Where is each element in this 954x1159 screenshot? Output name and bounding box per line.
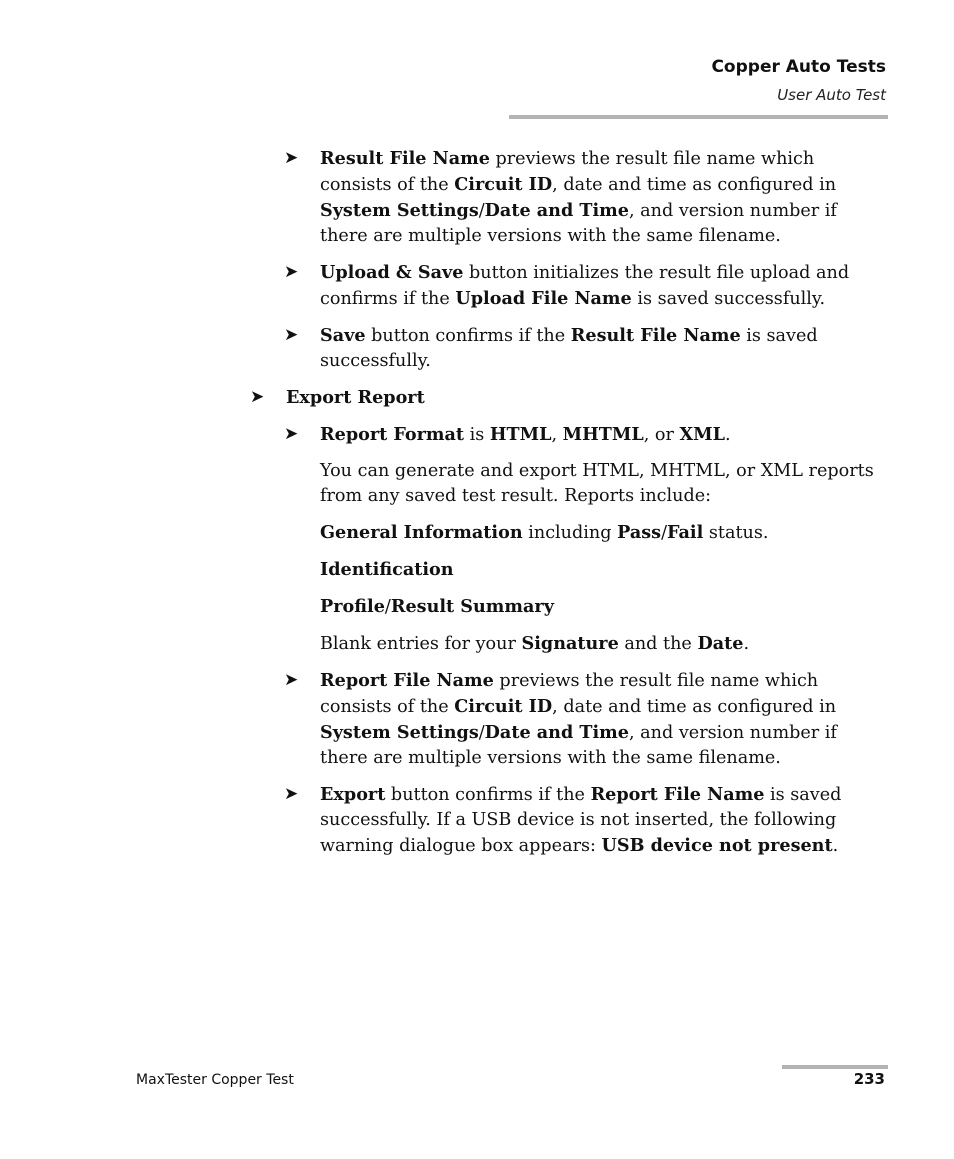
- term: General Information: [320, 522, 523, 543]
- term: Upload File Name: [455, 288, 632, 309]
- text: , date and time as configured in: [552, 175, 837, 195]
- text: button confirms if the: [385, 785, 591, 805]
- term: Upload & Save: [320, 262, 464, 283]
- term: Save: [320, 325, 366, 346]
- list-item-report-file-name: [250, 668, 890, 771]
- term: Date and Time: [484, 200, 629, 221]
- chapter-title: Copper Auto Tests: [711, 57, 886, 77]
- term: Pass: [617, 522, 662, 543]
- text: , and version number if there are multiple versions with the same filename.: [320, 201, 837, 246]
- term: Export: [320, 784, 386, 805]
- text: previews the result file name which consists of the: [320, 671, 819, 717]
- text: , and version number if there are multiple versions with the same filename.: [320, 723, 837, 768]
- text: status.: [703, 523, 769, 543]
- text: .: [832, 836, 839, 856]
- term: Result File Name: [320, 148, 490, 169]
- term: Circuit ID: [454, 696, 553, 717]
- text: , date and time as configured in: [552, 697, 837, 717]
- text: is saved successfully.: [631, 289, 826, 309]
- term: Report Format: [320, 424, 465, 445]
- text: button confirms if the: [365, 326, 571, 346]
- term: Signature: [521, 633, 619, 654]
- text: is saved successfully.: [320, 326, 818, 371]
- list-item-report-format: [250, 422, 890, 448]
- term: Circuit ID: [454, 174, 553, 195]
- text: is: [464, 425, 490, 445]
- term: Identification: [320, 559, 454, 580]
- term: Date and Time: [484, 722, 629, 743]
- page-number: 233: [853, 1070, 885, 1088]
- arrow-bullet-icon: ➤: [284, 325, 299, 345]
- text: You can generate and export HTML, MHTML, or XML reports from any saved test result. Reports include:: [320, 461, 874, 506]
- list-item-export-report: [250, 385, 890, 411]
- arrow-bullet-icon: ➤: [284, 670, 299, 690]
- term: Result File Name: [570, 325, 741, 346]
- paragraph-generate: [250, 459, 890, 509]
- paragraph-general-info: [250, 520, 890, 546]
- paragraph-profile-summary: [250, 594, 890, 620]
- text: button initializes the result file upload and confirms if the: [320, 263, 850, 309]
- text: and the: [618, 634, 698, 654]
- arrow-bullet-icon: ➤: [284, 784, 299, 804]
- arrow-bullet-icon: ➤: [284, 148, 299, 168]
- text: /: [478, 723, 485, 743]
- term: HTML: [489, 424, 552, 445]
- term: Result Summary: [390, 596, 554, 617]
- header-rule: [509, 115, 888, 119]
- text: .: [743, 634, 750, 654]
- term: Date: [697, 633, 744, 654]
- text: Blank entries for your: [320, 634, 522, 654]
- text: ,: [551, 425, 563, 445]
- arrow-bullet-icon: ➤: [250, 387, 265, 407]
- list-item-save: [250, 323, 890, 374]
- text: /: [384, 597, 391, 617]
- text: .: [724, 425, 731, 445]
- arrow-bullet-icon: ➤: [284, 424, 299, 444]
- text: previews the result file name which consists of the: [320, 149, 815, 195]
- term: System Settings: [320, 200, 479, 221]
- list-item-result-file-name: [250, 146, 890, 249]
- text: is saved successfully. If a USB device is not inserted, the following warning dialogue box appears:: [320, 785, 842, 856]
- arrow-bullet-icon: ➤: [284, 262, 299, 282]
- term: XML: [679, 424, 725, 445]
- term: Report File Name: [590, 784, 765, 805]
- paragraph-identification: [250, 557, 890, 583]
- term: System Settings: [320, 722, 479, 743]
- term: Profile: [320, 596, 385, 617]
- page-body: [250, 146, 890, 870]
- term: Fail: [667, 522, 704, 543]
- list-item-upload-save: [250, 260, 890, 312]
- text: , or: [643, 425, 680, 445]
- list-item-export: [250, 782, 890, 859]
- paragraph-blank-entries: [250, 631, 890, 657]
- term: MHTML: [562, 424, 644, 445]
- text: /: [478, 201, 485, 221]
- running-header: [711, 57, 886, 104]
- manual-title: MaxTester Copper Test: [136, 1072, 294, 1088]
- section-title: User Auto Test: [777, 86, 886, 104]
- term: USB device not present: [601, 835, 833, 856]
- text: including: [522, 523, 618, 543]
- footer-rule: [782, 1065, 888, 1069]
- text: /: [661, 523, 667, 543]
- term: Report File Name: [320, 670, 494, 691]
- heading: Export Report: [286, 387, 425, 408]
